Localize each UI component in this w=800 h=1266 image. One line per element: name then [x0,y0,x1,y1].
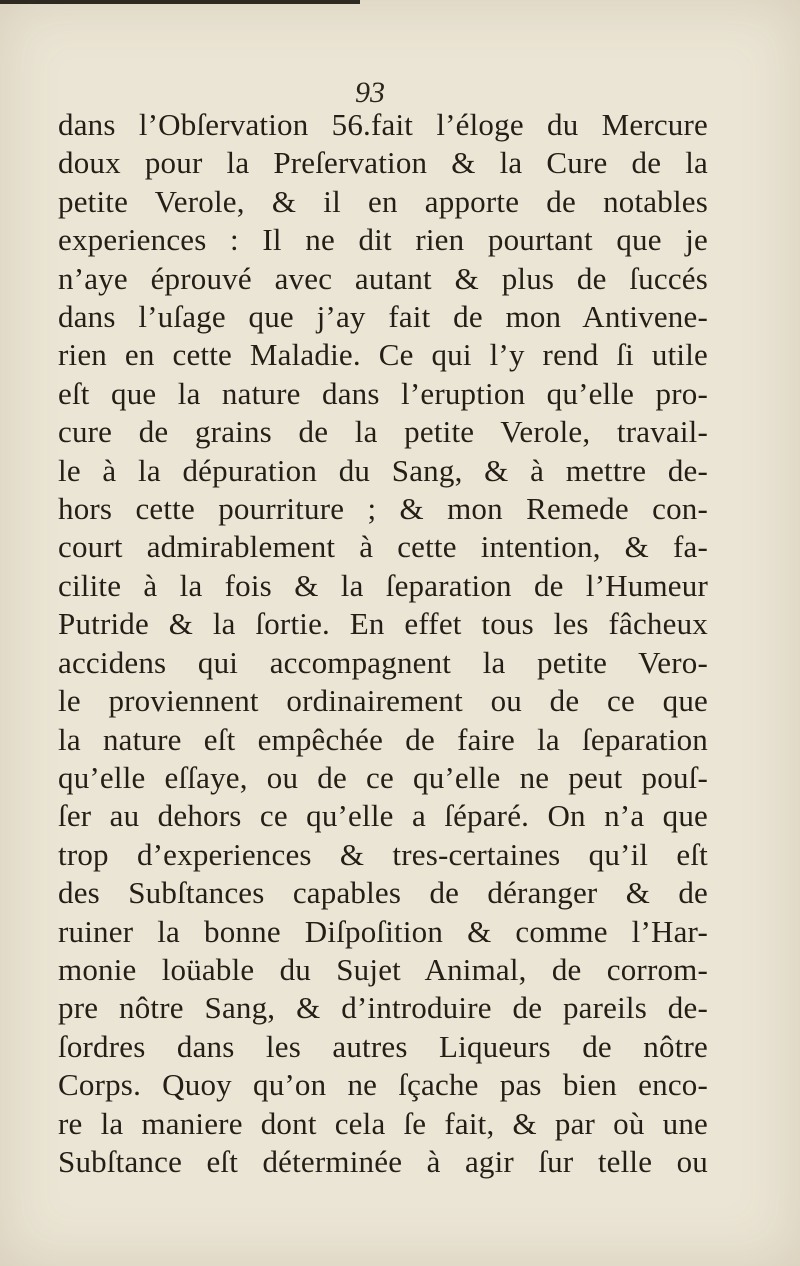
text-line: dans l’Obſervation 56.fait l’éloge du Mercure [58,107,708,142]
text-line: cure de grains de la petite Verole, travail- [58,414,708,450]
text-line: des Subſtances capables de déranger & de [58,875,708,911]
text-line: dans l’uſage que j’ay fait de mon Antivene- [58,299,708,335]
text-line: Corps. Quoy qu’on ne ſçache pas bien enco- [58,1067,708,1103]
text-line: re la maniere dont cela ſe fait, & par où une [58,1105,708,1141]
text-line: rien en cette Maladie. Ce qui l’y rend ſi utile [58,337,708,373]
page-number: 93 [355,76,385,109]
text-line: accidens qui accompagnent la petite Vero- [58,644,708,680]
text-line: ſer au dehors ce qu’elle a ſéparé. On n’a que [58,798,708,834]
text-line: court admirablement à cette intention, & fa- [58,529,708,565]
text-line: experiences : Il ne dit rien pourtant que je [58,222,708,258]
text-line: pre nôtre Sang, & d’introduire de pareils de- [58,990,708,1026]
page-top-edge [0,0,360,4]
text-line: le à la dépuration du Sang, & à mettre de- [58,452,708,488]
text-line: ſordres dans les autres Liqueurs de nôtre [58,1028,708,1064]
text-line: le proviennent ordinairement ou de ce que [58,683,708,719]
text-line: hors cette pourriture ; & mon Remede con- [58,491,708,527]
text-line: monie loüable du Sujet Animal, de corrom- [58,951,708,987]
text-line: eſt que la nature dans l’eruption qu’elle pro- [58,375,708,411]
text-line: cilite à la fois & la ſeparation de l’Humeur [58,567,708,603]
text-line: Subſtance eſt déterminée à agir ſur telle ou [58,1143,708,1179]
text-line: la nature eſt empêchée de faire la ſeparation [58,721,708,757]
text-line: doux pour la Preſervation & la Cure de la [58,145,708,181]
text-line: n’aye éprouvé avec autant & plus de ſuccés [58,260,708,296]
text-line: qu’elle eſſaye, ou de ce qu’elle ne peut pouſ- [58,759,708,795]
text-line: Putride & la ſortie. En effet tous les fâcheux [58,606,708,642]
text-line: petite Verole, & il en apporte de notables [58,183,708,219]
text-line: trop d’experiences & tres-certaines qu’il eſt [58,836,708,872]
text-line: ruiner la bonne Diſpoſition & comme l’Har- [58,913,708,949]
body-text [58,106,708,1181]
